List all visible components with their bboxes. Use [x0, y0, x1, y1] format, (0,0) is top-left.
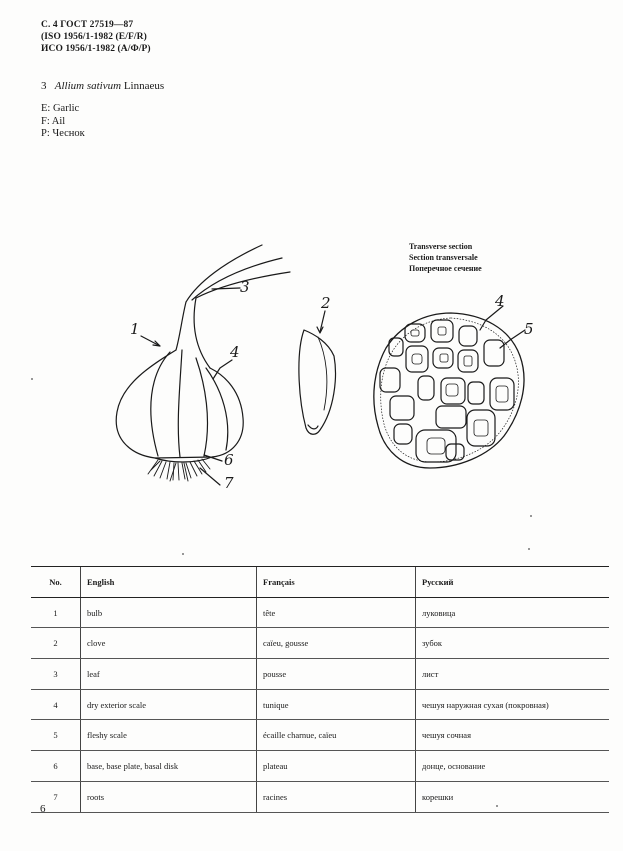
- cell-english: bulb: [81, 597, 257, 628]
- table-row: [31, 659, 609, 690]
- cell-russian: чешуя сочная: [416, 720, 610, 751]
- header-russian: Русский: [416, 567, 610, 598]
- table-row: [31, 781, 609, 812]
- table-row: [31, 751, 609, 782]
- scan-speck: [530, 515, 532, 517]
- cell-russian: луковица: [416, 597, 610, 628]
- cell-russian: чешуя наружная сухая (покровная): [416, 689, 610, 720]
- common-name-russian: P: Чеснок: [41, 128, 85, 139]
- label-4-section: 4: [495, 292, 505, 310]
- header-no: No.: [31, 567, 81, 598]
- section-caption-en: Transverse section: [409, 242, 473, 251]
- label-4-bulb: 4: [230, 343, 240, 361]
- cell-no: 6: [31, 751, 81, 782]
- label-5: 5: [524, 320, 534, 338]
- label-1: 1: [130, 320, 140, 338]
- header-english: English: [81, 567, 257, 598]
- table-row: [31, 689, 609, 720]
- cell-russian: лист: [416, 659, 610, 690]
- cell-no: 3: [31, 659, 81, 690]
- cell-no: 2: [31, 628, 81, 659]
- cell-francais: racines: [257, 781, 416, 812]
- species-author: Linnaeus: [123, 80, 165, 92]
- header-francais: Français: [257, 567, 416, 598]
- cell-no: 4: [31, 689, 81, 720]
- garlic-leaf: [186, 245, 262, 302]
- cell-francais: tunique: [257, 689, 416, 720]
- scan-speck: [528, 548, 530, 550]
- cell-english: roots: [81, 781, 257, 812]
- cell-english: fleshy scale: [81, 720, 257, 751]
- table-row: [31, 597, 609, 628]
- cell-russian: корешки: [416, 781, 610, 812]
- label-3: 3: [240, 278, 250, 296]
- cell-francais: écaille charnue, caïeu: [257, 720, 416, 751]
- cell-english: dry exterior scale: [81, 689, 257, 720]
- garlic-cross-section: [374, 313, 524, 468]
- label-7: 7: [224, 474, 234, 492]
- cell-francais: plateau: [257, 751, 416, 782]
- cell-english: clove: [81, 628, 257, 659]
- cell-russian: зубок: [416, 628, 610, 659]
- cell-russian: донце, основание: [416, 751, 610, 782]
- cell-francais: caïeu, gousse: [257, 628, 416, 659]
- cell-francais: tête: [257, 597, 416, 628]
- scan-speck: [31, 378, 33, 380]
- header-iso-ru-line: ИСО 1956/1-1982 (А/Ф/Р): [41, 44, 151, 54]
- section-caption-ru: Поперечное сечение: [409, 264, 482, 273]
- common-name-english: E: Garlic: [41, 103, 80, 114]
- cell-english: base, base plate, basal disk: [81, 751, 257, 782]
- garlic-neck: [176, 302, 186, 350]
- terms-table: [31, 566, 609, 813]
- table-row: [31, 628, 609, 659]
- section-caption-fr: Section transversale: [409, 253, 478, 262]
- cell-no: 1: [31, 597, 81, 628]
- label-2: 2: [321, 294, 331, 312]
- table-header-row: [31, 567, 609, 598]
- garlic-clove: [299, 330, 336, 434]
- species-latin-name: Allium sativum: [54, 80, 122, 92]
- common-name-french: F: Ail: [41, 115, 66, 127]
- header-iso-line: (ISO 1956/1-1982 (E/F/R): [41, 32, 147, 42]
- scan-speck: [496, 805, 498, 807]
- page-number: 6: [40, 803, 46, 815]
- scan-speck: [182, 553, 184, 555]
- cell-francais: pousse: [257, 659, 416, 690]
- cell-no: 7: [31, 781, 81, 812]
- table-row: [31, 720, 609, 751]
- species-number: 3: [41, 80, 47, 92]
- cell-english: leaf: [81, 659, 257, 690]
- label-6: 6: [224, 451, 234, 469]
- header-standard-line: С. 4 ГОСТ 27519—87: [41, 20, 134, 30]
- cell-no: 5: [31, 720, 81, 751]
